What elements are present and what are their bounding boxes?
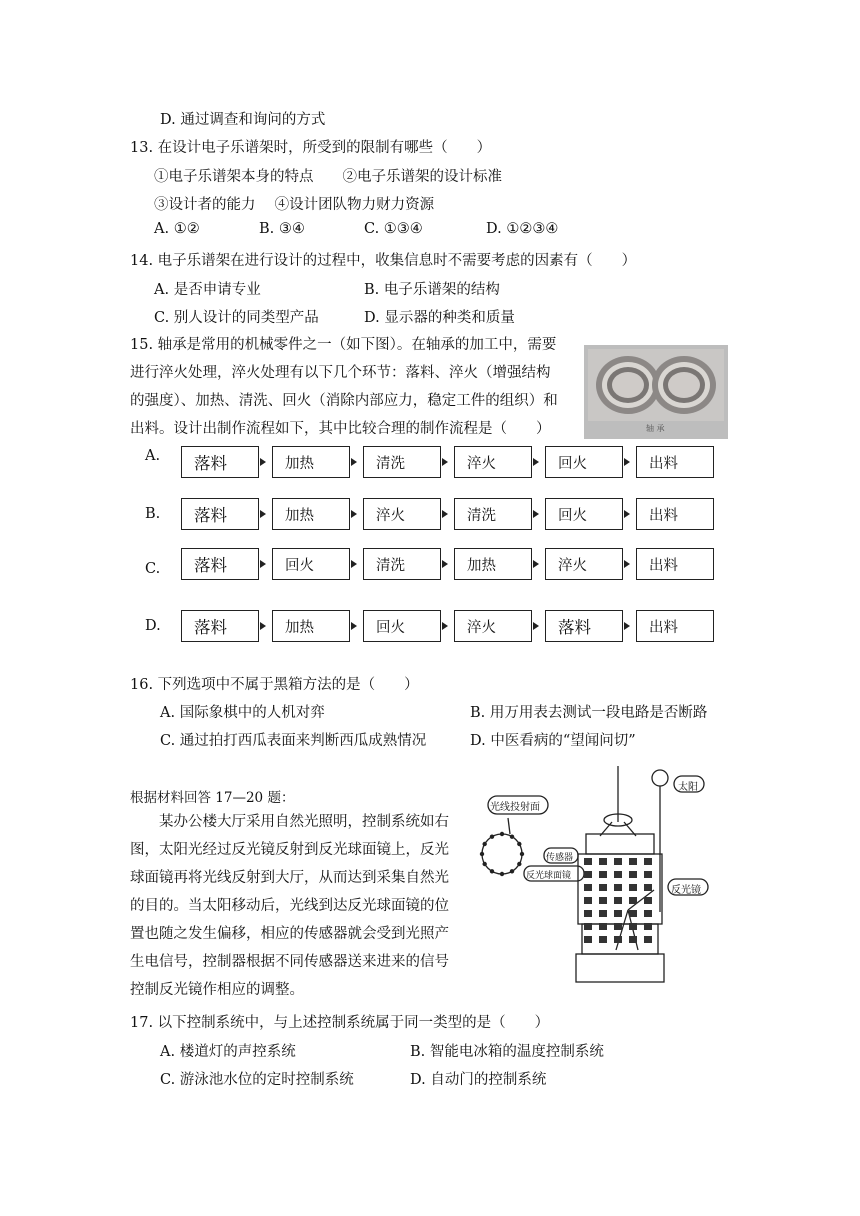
material-line-5: 置也随之发生偏移，相应的传感器就会受到光照产	[130, 926, 449, 942]
window-icon	[629, 936, 637, 943]
q13-option-d: D. ①②③④	[486, 221, 559, 237]
flow-arrow-icon	[624, 458, 630, 466]
flow-step-box: 淬火	[363, 498, 441, 530]
window-icon	[614, 871, 622, 878]
window-icon	[599, 910, 607, 917]
window-icon	[614, 910, 622, 917]
window-icon	[584, 897, 592, 904]
flow-step-box: 出料	[636, 610, 714, 642]
q14-option-a: A. 是否申请专业	[154, 282, 261, 298]
flow-arrow-icon	[442, 622, 448, 630]
material-line-3: 球面镜再将光线反射到大厅，从而达到采集自然光	[130, 870, 449, 886]
flow-step-box: 出料	[636, 446, 714, 478]
q14-stem: 14. 电子乐谱架在进行设计的过程中，收集信息时不需要考虑的因素有（ ）	[130, 253, 637, 269]
material-line-2: 图，太阳光经过反光镜反射到反光球面镜上，反光	[130, 842, 449, 858]
window-icon	[644, 923, 652, 930]
window-icon	[614, 923, 622, 930]
window-icon	[629, 910, 637, 917]
flow-step-box: 落料	[181, 610, 259, 642]
flow-step-box: 加热	[272, 498, 350, 530]
flow-step-box: 淬火	[545, 548, 623, 580]
sensor-dot-icon	[517, 842, 521, 846]
window-icon	[629, 884, 637, 891]
flow-arrow-icon	[533, 622, 539, 630]
window-icon	[599, 936, 607, 943]
window-icon	[599, 871, 607, 878]
flow-step-box: 回火	[272, 548, 350, 580]
q13-stem: 13. 在设计电子乐谱架时，所受到的限制有哪些（ ）	[130, 140, 492, 156]
bearing-photo	[584, 345, 728, 439]
flow-arrow-icon	[624, 622, 630, 630]
window-icon	[629, 871, 637, 878]
q17-option-c: C. 游泳池水位的定时控制系统	[160, 1072, 354, 1088]
label-sensor: 传感器	[546, 853, 574, 863]
window-icon	[644, 884, 652, 891]
q17-stem: 17. 以下控制系统中，与上述控制系统属于同一类型的是（ ）	[130, 1015, 550, 1031]
q13-option-c: C. ①③④	[364, 221, 423, 237]
material-line-7: 控制反光镜作相应的调整。	[130, 982, 304, 998]
flow-step-box: 清洗	[363, 446, 441, 478]
label-projection-surface: 光线投射面	[490, 802, 540, 813]
window-icon	[599, 884, 607, 891]
sensor-dot-icon	[500, 872, 504, 876]
window-icon	[629, 923, 637, 930]
q17-option-a: A. 楼道灯的声控系统	[160, 1044, 296, 1060]
sensor-dot-icon	[482, 842, 486, 846]
flow-arrow-icon	[533, 458, 539, 466]
q16-option-c: C. 通过拍打西瓜表面来判断西瓜成熟情况	[160, 733, 427, 749]
q13-statements-2: ③设计者的能力 ④设计团队物力财力资源	[154, 197, 435, 213]
window-icon	[584, 936, 592, 943]
flow-step-box: 加热	[272, 446, 350, 478]
q13-option-b: B. ③④	[259, 221, 305, 237]
sensor-dot-icon	[490, 869, 494, 873]
q15-line-1: 15. 轴承是常用的机械零件之一（如下图）。在轴承的加工中，需要	[130, 337, 557, 353]
window-icon	[644, 936, 652, 943]
q16-option-a: A. 国际象棋中的人机对弈	[160, 705, 325, 721]
q15-line-3: 的强度）、加热、清洗、回火（消除内部应力，稳定工件的组织）和	[130, 393, 558, 409]
material-heading: 根据材料回答 17—20 题：	[130, 790, 295, 806]
sensor-dot-icon	[517, 862, 521, 866]
sensor-dot-icon	[480, 852, 484, 856]
flow-arrow-icon	[260, 560, 266, 568]
flow-arrow-icon	[442, 510, 448, 518]
flow-step-box: 落料	[181, 548, 259, 580]
window-icon	[584, 910, 592, 917]
q12-option-d: D. 通过调查和询问的方式	[160, 112, 326, 128]
flow-step-box: 淬火	[454, 610, 532, 642]
q17-option-b: B. 智能电冰箱的温度控制系统	[410, 1044, 604, 1060]
material-line-6: 生电信号，控制器根据不同传感器送来进来的信号	[130, 954, 449, 970]
window-icon	[644, 871, 652, 878]
q16-option-d: D. 中医看病的“望闻问切”	[470, 733, 636, 749]
flow-arrow-icon	[533, 560, 539, 568]
sensor-dot-icon	[510, 834, 514, 838]
flow-option-label: A.	[145, 448, 161, 464]
flow-step-box: 出料	[636, 498, 714, 530]
window-icon	[584, 884, 592, 891]
window-icon	[629, 897, 637, 904]
window-icon	[614, 858, 622, 865]
q13-option-a: A. ①②	[154, 221, 200, 237]
flow-step-box: 清洗	[454, 498, 532, 530]
flow-arrow-icon	[260, 622, 266, 630]
flow-step-box: 落料	[181, 498, 259, 530]
flow-arrow-icon	[351, 622, 357, 630]
flow-step-box: 淬火	[454, 446, 532, 478]
flow-arrow-icon	[442, 560, 448, 568]
window-icon	[644, 910, 652, 917]
flow-step-box: 回火	[545, 446, 623, 478]
q17-option-d: D. 自动门的控制系统	[410, 1072, 547, 1088]
flow-step-box: 出料	[636, 548, 714, 580]
window-icon	[584, 858, 592, 865]
flow-arrow-icon	[260, 510, 266, 518]
q14-option-c: C. 别人设计的同类型产品	[154, 310, 319, 326]
sensor-dot-icon	[520, 852, 524, 856]
label-mirror: 反光镜	[671, 885, 701, 896]
window-icon	[584, 923, 592, 930]
bearing-photo-caption: 轴 承	[646, 424, 665, 433]
flow-arrow-icon	[533, 510, 539, 518]
q16-option-b: B. 用万用表去测试一段电路是否断路	[470, 705, 708, 721]
flow-option-label: D.	[145, 618, 161, 634]
sensor-dot-icon	[510, 869, 514, 873]
q15-line-4: 出料。设计出制作流程如下，其中比较合理的制作流程是（ ）	[130, 421, 551, 437]
q16-stem: 16. 下列选项中不属于黑箱方法的是（ ）	[130, 677, 419, 693]
material-line-1: 某办公楼大厅采用自然光照明，控制系统如右	[130, 814, 449, 830]
window-icon	[584, 871, 592, 878]
flow-step-box: 加热	[272, 610, 350, 642]
sensor-dot-icon	[500, 832, 504, 836]
q13-statements-1: ①电子乐谱架本身的特点 ②电子乐谱架的设计标准	[154, 169, 502, 185]
flow-arrow-icon	[442, 458, 448, 466]
window-icon	[614, 897, 622, 904]
flow-arrow-icon	[351, 458, 357, 466]
flow-option-label: C.	[145, 561, 161, 577]
flow-arrow-icon	[351, 510, 357, 518]
flow-arrow-icon	[624, 560, 630, 568]
q15-line-2: 进行淬火处理，淬火处理有以下几个环节：落料、淬火（增强结构	[130, 365, 551, 381]
window-icon	[599, 923, 607, 930]
q14-option-b: B. 电子乐谱架的结构	[364, 282, 500, 298]
lighting-system-diagram	[478, 762, 718, 992]
flow-step-box: 落料	[545, 610, 623, 642]
flow-step-box: 清洗	[363, 548, 441, 580]
sensor-dot-icon	[490, 834, 494, 838]
window-icon	[644, 897, 652, 904]
flow-option-label: B.	[145, 506, 161, 522]
window-icon	[614, 936, 622, 943]
flow-step-box: 落料	[181, 446, 259, 478]
window-icon	[599, 858, 607, 865]
window-icon	[629, 858, 637, 865]
material-line-4: 的目的。当太阳移动后，光线到达反光球面镜的位	[130, 898, 449, 914]
flow-arrow-icon	[624, 510, 630, 518]
window-icon	[599, 897, 607, 904]
flow-arrow-icon	[260, 458, 266, 466]
flow-step-box: 回火	[363, 610, 441, 642]
label-sun: 太阳	[678, 782, 698, 793]
q14-option-d: D. 显示器的种类和质量	[364, 310, 515, 326]
flow-step-box: 加热	[454, 548, 532, 580]
flow-arrow-icon	[351, 560, 357, 568]
window-icon	[614, 884, 622, 891]
flow-step-box: 回火	[545, 498, 623, 530]
sensor-dot-icon	[482, 862, 486, 866]
label-spherical-mirror: 反光球面镜	[526, 871, 572, 881]
window-icon	[644, 858, 652, 865]
